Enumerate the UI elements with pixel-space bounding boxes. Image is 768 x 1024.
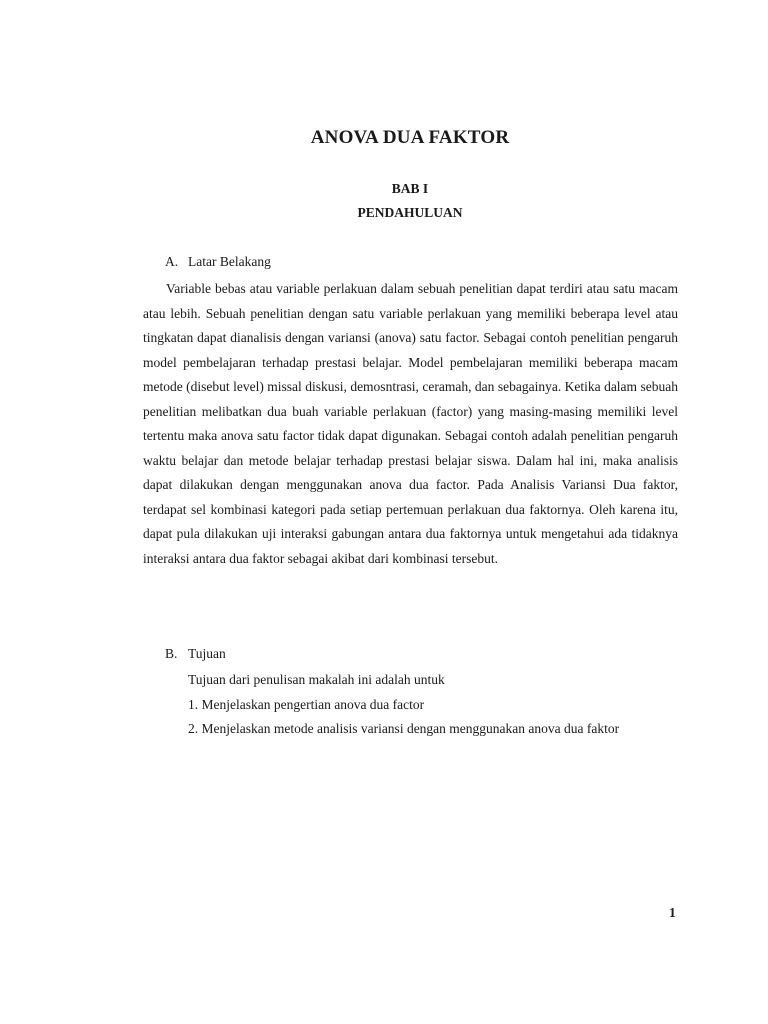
chapter-number: BAB I bbox=[391, 181, 429, 196]
objectives-intro: Tujuan dari penulisan makalah ini adalah untuk bbox=[188, 672, 445, 687]
objectives-block bbox=[188, 668, 619, 742]
section-heading-tujuan bbox=[165, 646, 226, 662]
objective-item: 1. Menjelaskan pengertian anova dua factor bbox=[188, 696, 425, 712]
page-number: 1 bbox=[669, 905, 676, 920]
chapter-title: PENDAHULUAN bbox=[357, 205, 463, 220]
section-letter: B. bbox=[165, 646, 178, 661]
section-heading-text: Latar Belakang bbox=[188, 254, 271, 269]
background-paragraph: Variable bebas atau variable perlakuan dalam sebuah penelitian dapat terdiri atau satu macam atau lebih. Sebuah penelitian dengan satu variable perlakuan yang memiliki beberapa level atau tingkatan dapat dianalisis dengan variansi (anova) satu factor. Sebagai contoh penelitian pengaruh model pembelajaran terhadap prestasi belajar. Model pembelajaran memiliki beberapa macam metode (disebut level) missal diskusi, demosntrasi, ceramah, dan sebagainya. Ketika dalam sebuah penelitian melibatkan dua buah variable perlakuan (factor) yang masing-masing memiliki level tertentu maka anova satu factor tidak dapat digunakan. Sebagai contoh adalah penelitian pengaruh waktu belajar dan metode belajar terhadap prestasi belajar siswa. Dalam hal ini, maka analisis dapat dilakukan dengan menggunakan anova dua factor. Pada Analisis Variansi Dua faktor, terdapat sel kombinasi kategori pada setiap pertemuan perlakuan dua faktornya. Oleh karena itu, dapat pula dilakukan uji interaksi gabungan antara dua faktornya untuk mengetahui ada tidaknya interaksi antara dua faktor sebagai akibat dari kombinasi tersebut. bbox=[143, 281, 678, 566]
section-letter: A. bbox=[165, 254, 179, 269]
section-heading-text: Tujuan bbox=[188, 646, 226, 661]
objective-item: 2. Menjelaskan metode analisis variansi dengan menggunakan anova dua faktor bbox=[188, 721, 620, 736]
document-title: ANOVA DUA FAKTOR bbox=[310, 127, 510, 148]
section-heading-latar-belakang bbox=[165, 254, 271, 270]
